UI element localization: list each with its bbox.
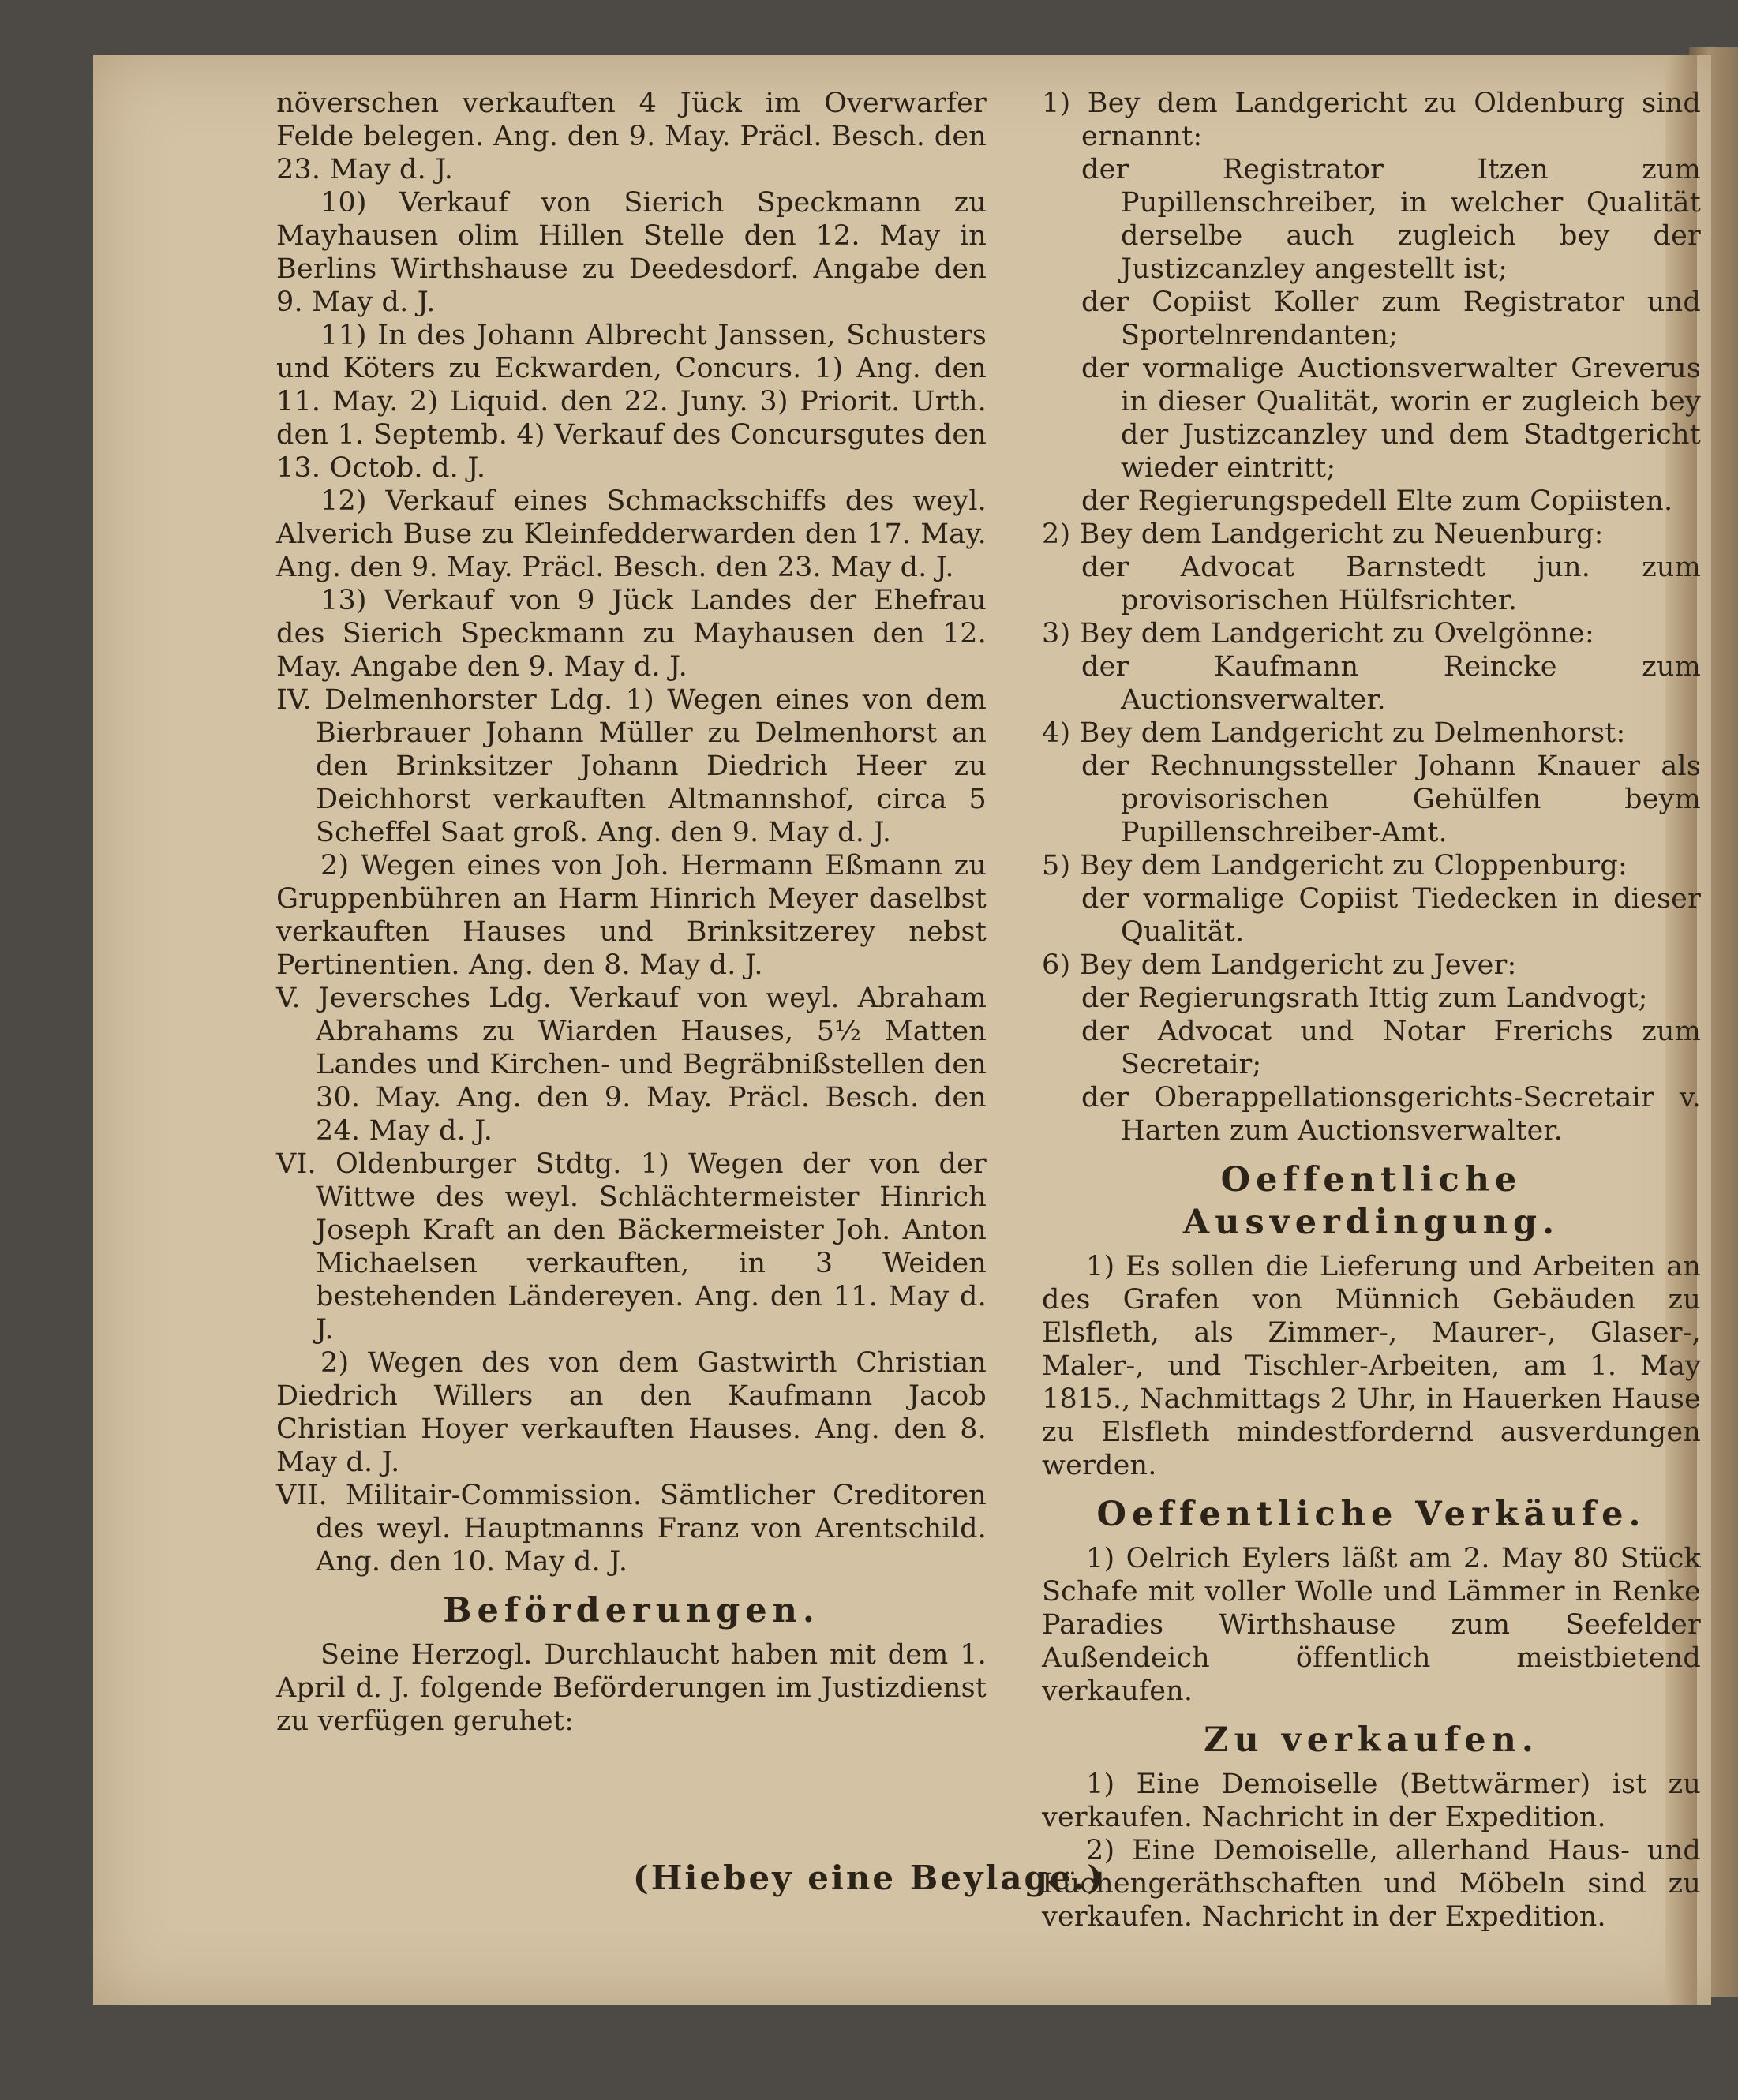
appointment: der Kaufmann Reincke zum Auctionsverwalter. <box>1081 651 1701 716</box>
appointment: der Oberappellationsgerichts-Secretair v. Harten zum Auctionsverwalter. <box>1081 1082 1701 1147</box>
paragraph: növerschen verkauften 4 Jück im Overwarfer Felde belegen. Ang. den 9. May. Präcl. Besch. den 23. May d. J. <box>276 88 987 185</box>
appointment: der vormalige Auctionsverwalter Greverus in dieser Qualität, worin er zugleich bey der Justizcanzley und dem Stadtgericht wieder eintritt; <box>1081 353 1701 484</box>
paragraph: Seine Herzogl. Durchlaucht haben mit dem 1. April d. J. folgende Beförderungen im Justizdienst zu verfügen geruhet: <box>276 1639 987 1737</box>
paragraph: 10) Verkauf von Sierich Speckmann zu Mayhausen olim Hillen Stelle den 12. May in Berlins Wirthshause zu Deedesdorf. Angabe den 9. May d. J. <box>276 187 987 318</box>
court-entry: 5) Bey dem Landgericht zu Cloppenburg: <box>1042 850 1628 882</box>
appointment: der vormalige Copiist Tiedecken in dieser Qualität. <box>1081 883 1701 948</box>
appointment: der Registrator Itzen zum Pupillenschreiber, in welcher Qualität derselbe auch zugleich bey der Justizcanzley angestellt ist; <box>1081 154 1701 285</box>
appointment: der Copiist Koller zum Registrator und Sportelnrendanten; <box>1081 286 1701 351</box>
section-entry: VII. Militair-Commission. Sämtlicher Creditoren des weyl. Hauptmanns Franz von Arentschild. Ang. den 10. May d. J. <box>276 1480 987 1578</box>
section-heading: Beförderungen. <box>443 1591 820 1630</box>
section-entry: VI. Oldenburger Stdtg. 1) Wegen der von der Wittwe des weyl. Schlächtermeister Hinrich Joseph Kraft an den Bäckermeister Joh. Anton Michaelsen verkauften, in 3 Weiden bestehenden Ländereyen. Ang. den 11. May d. J. <box>276 1148 987 1346</box>
section-entry: V. Jeversches Ldg. Verkauf von weyl. Abraham Abrahams zu Wiarden Hauses, 5½ Matten Landes und Kirchen- und Begräbnißstellen den 30. May. Ang. den 9. May. Präcl. Besch. den 24. May d. J. <box>276 983 987 1147</box>
paragraph: 2) Eine Demoiselle, allerhand Haus- und Küchengeräthschaften und Möbeln sind zu verkaufen. Nachricht in der Expedition. <box>1042 1835 1701 1933</box>
court-entry: 3) Bey dem Landgericht zu Ovelgönne: <box>1042 618 1594 649</box>
court-entry: 2) Bey dem Landgericht zu Neuenburg: <box>1042 518 1604 550</box>
left-column <box>276 87 987 1738</box>
appointment: der Advocat und Notar Frerichs zum Secretair; <box>1081 1016 1701 1080</box>
section-heading: Zu verkaufen. <box>1204 1720 1539 1760</box>
paragraph: 12) Verkauf eines Schmackschiffs des weyl. Alverich Buse zu Kleinfedderwarden den 17. May. Ang. den 9. May. Präcl. Besch. den 23. May d. J. <box>276 485 987 583</box>
appointment: der Regierungsrath Ittig zum Landvogt; <box>1081 983 1648 1014</box>
paragraph: 13) Verkauf von 9 Jück Landes der Ehefrau des Sierich Speckmann zu Mayhausen den 12. May. Angabe den 9. May d. J. <box>276 585 987 683</box>
paragraph: 2) Wegen eines von Joh. Hermann Eßmann zu Gruppenbühren an Harm Hinrich Meyer daselbst verkauften Hauses und Brinksitzerey nebst Pertinentien. Ang. den 8. May d. J. <box>276 850 987 981</box>
paragraph: 1) Es sollen die Lieferung und Arbeiten an des Grafen von Münnich Gebäuden zu Elsfleth, als Zimmer-, Maurer-, Glaser-, Maler-, und Tischler-Arbeiten, am 1. May 1815., Nachmittags 2 Uhr, in Hauerken Hause zu Elsfleth mindestfordernd ausverdungen werden. <box>1042 1251 1701 1481</box>
court-entry: 4) Bey dem Landgericht zu Delmenhorst: <box>1042 717 1626 749</box>
appointment: der Regierungspedell Elte zum Copiisten. <box>1081 485 1673 517</box>
paragraph: 2) Wegen des von dem Gastwirth Christian Diedrich Willers an den Kaufmann Jacob Christian Hoyer verkauften Hauses. Ang. den 8. May d. J. <box>276 1347 987 1478</box>
paragraph: 1) Eine Demoiselle (Bettwärmer) ist zu verkaufen. Nachricht in der Expedition. <box>1042 1769 1701 1833</box>
paragraph: 1) Oelrich Eylers läßt am 2. May 80 Stück Schafe mit voller Wolle und Lämmer in Renke Paradies Wirthshause zum Seefelder Außendeich öffentlich meistbietend verkaufen. <box>1042 1543 1701 1707</box>
appointment: der Advocat Barnstedt jun. zum provisorischen Hülfsrichter. <box>1081 552 1701 616</box>
paragraph: 11) In des Johann Albrecht Janssen, Schusters und Köters zu Eckwarden, Concurs. 1) Ang. den 11. May. 2) Liquid. den 22. Juny. 3) Priorit. Urth. den 1. Septemb. 4) Verkauf des Concursgutes den 13. Octob. d. J. <box>276 320 987 484</box>
court-entry: 1) Bey dem Landgericht zu Oldenburg sind ernannt: <box>1042 88 1701 152</box>
section-entry: IV. Delmenhorster Ldg. 1) Wegen eines von dem Bierbrauer Johann Müller zu Delmenhorst an den Brinksitzer Johann Diedrich Heer zu Deichhorst verkauften Altmannshof, circa 5 Scheffel Saat groß. Ang. den 9. May d. J. <box>276 684 987 848</box>
appointment: der Rechnungssteller Johann Knauer als provisorischen Gehülfen beym Pupillenschreiber-Amt. <box>1081 751 1701 848</box>
section-heading: Oeffentliche Ausverdingung. <box>1182 1160 1560 1242</box>
court-entry: 6) Bey dem Landgericht zu Jever: <box>1042 949 1517 981</box>
footer-note: (Hiebey eine Beylage.) <box>632 1859 1106 1897</box>
section-heading: Oeffentliche Verkäufe. <box>1096 1495 1646 1534</box>
right-column <box>1042 87 1701 1933</box>
